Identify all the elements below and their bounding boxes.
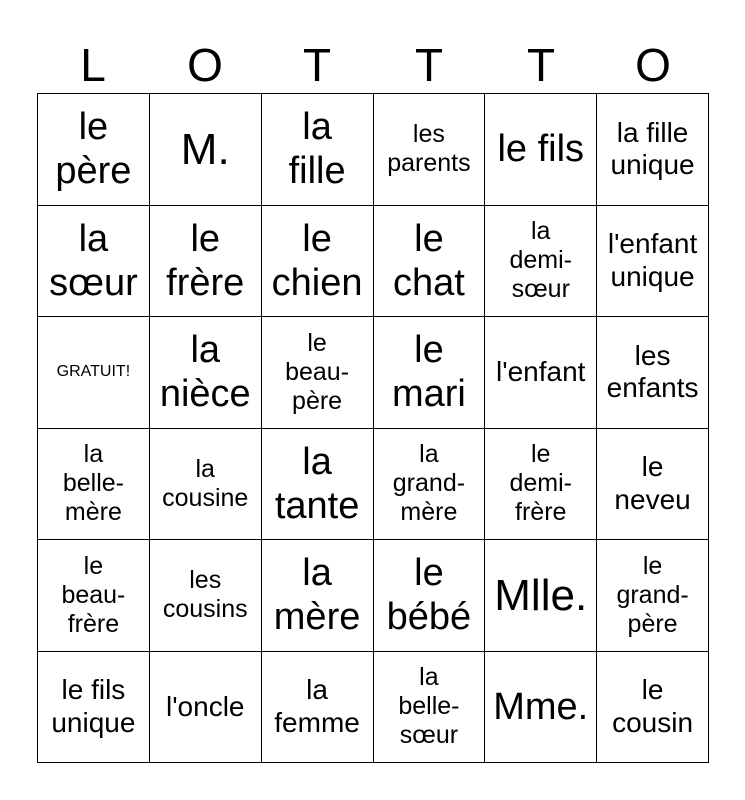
board-cell[interactable] [485, 317, 597, 429]
cell-label: le demi- frère [509, 440, 572, 527]
cell-label: la fille [288, 106, 346, 193]
cell-label: le bébé [386, 552, 472, 639]
cell-label: le fils [497, 128, 585, 171]
board-cell[interactable] [150, 540, 262, 652]
cell-label: le grand- père [616, 551, 689, 638]
cell-label: la nièce [159, 329, 251, 416]
board-cell free-space[interactable] [38, 317, 150, 429]
cell-label: les cousins [162, 566, 248, 624]
board-cell[interactable] [485, 94, 597, 206]
cell-label: le mari [391, 329, 466, 416]
board-cell[interactable] [150, 429, 262, 541]
board-cell[interactable] [262, 429, 374, 541]
cell-label: le père [55, 106, 132, 193]
board-cell[interactable] [597, 94, 709, 206]
cell-label: le frère [166, 217, 245, 304]
header-letter: O [635, 39, 671, 91]
cell-label: le chien [271, 217, 363, 304]
board-cell[interactable] [597, 317, 709, 429]
board-cell[interactable] [38, 540, 150, 652]
cell-label: la grand- mère [392, 440, 466, 527]
cell-label: l'enfant unique [607, 228, 698, 292]
cell-label: Mlle. [494, 570, 588, 620]
header-letter: T [526, 39, 556, 91]
board-cell[interactable] [262, 206, 374, 318]
board-cell[interactable] [485, 206, 597, 318]
board-cell[interactable] [262, 317, 374, 429]
cell-label: les parents [387, 120, 471, 178]
board-cell[interactable] [262, 94, 374, 206]
board-cell[interactable] [38, 429, 150, 541]
cell-label: l'enfant [496, 356, 586, 388]
board-cell[interactable] [150, 652, 262, 764]
board-cell[interactable] [374, 206, 486, 318]
cell-label: la belle- mère [62, 440, 124, 527]
board-cell[interactable] [485, 429, 597, 541]
board-cell[interactable] [150, 94, 262, 206]
cell-label: le fils unique [51, 674, 136, 738]
cell-label: la fille unique [610, 116, 695, 181]
board-cell[interactable] [374, 317, 486, 429]
board-cell[interactable] [150, 317, 262, 429]
cell-label: M. [180, 124, 230, 174]
board-cell[interactable] [597, 429, 709, 541]
board-cell[interactable] [374, 652, 486, 764]
board-cell[interactable] [374, 540, 486, 652]
header-letter: T [414, 39, 444, 91]
cell-label: la sœur [49, 217, 138, 304]
cell-label: l'oncle [165, 690, 245, 722]
board-cell[interactable] [374, 94, 486, 206]
lotto-board [37, 93, 709, 763]
header-letter: T [302, 39, 332, 91]
lotto-header [37, 38, 709, 92]
cell-label: le beau- père [285, 328, 350, 415]
board-cell[interactable] [262, 540, 374, 652]
cell-label: la belle- sœur [398, 663, 460, 750]
cell-label: Mme. [493, 685, 589, 728]
board-cell[interactable] [38, 206, 150, 318]
board-cell[interactable] [485, 540, 597, 652]
board-cell[interactable] [597, 652, 709, 764]
board-cell[interactable] [150, 206, 262, 318]
cell-label: le chat [393, 217, 465, 304]
board-cell[interactable] [597, 540, 709, 652]
cell-label: la femme [274, 674, 360, 738]
board-cell[interactable] [485, 652, 597, 764]
header-letter: L [80, 39, 106, 91]
cell-label: le neveu [614, 451, 691, 515]
header-letter: O [187, 39, 223, 91]
cell-label: la demi- sœur [509, 217, 572, 304]
cell-label: les enfants [606, 339, 699, 404]
cell-label: la mère [273, 552, 361, 639]
cell-label: le beau- frère [61, 551, 126, 638]
board-cell[interactable] [597, 206, 709, 318]
board-cell[interactable] [262, 652, 374, 764]
cell-label: la cousine [162, 454, 249, 512]
cell-label: la tante [274, 440, 360, 527]
board-cell[interactable] [38, 652, 150, 764]
cell-label: le cousin [612, 674, 694, 738]
board-cell[interactable] [374, 429, 486, 541]
board-cell[interactable] [38, 94, 150, 206]
cell-label: GRATUIT! [56, 362, 131, 380]
